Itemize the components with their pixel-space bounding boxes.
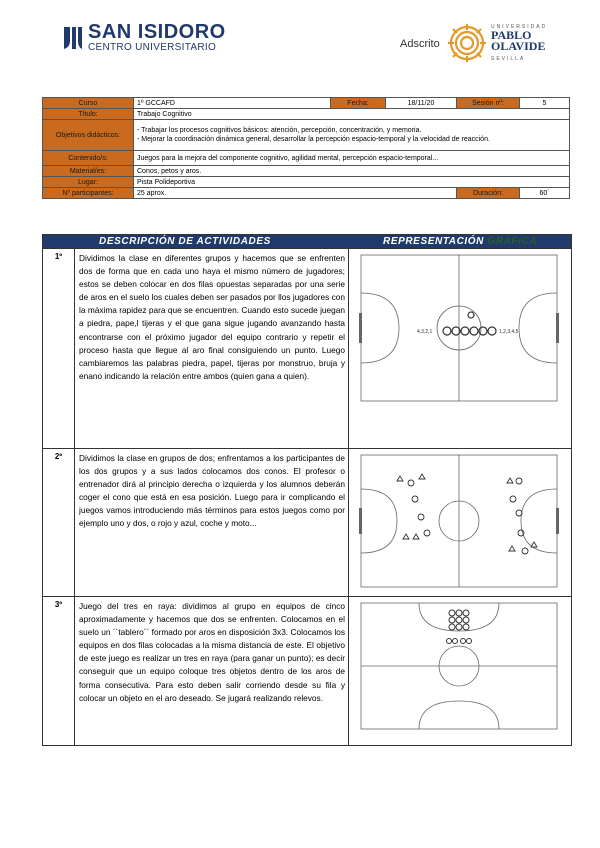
activity-figure xyxy=(348,597,571,745)
contenidos-label: Contenido/s: xyxy=(43,151,134,166)
sun-emblem-icon xyxy=(446,22,488,64)
team-a-label: 4,3,2,1 xyxy=(417,329,433,335)
fecha-value: 18/11/20 xyxy=(386,98,457,109)
activity-figure xyxy=(348,249,571,449)
activities-header xyxy=(43,235,571,248)
activity-description: Dividimos la clase en diferentes grupos y hacemos que se enfrenten dos de forma que en cada uno haya el mismo número de jugadores; estos se deben colocar en dos filas opuestas separadas por una serie de aros en el suelo los cuales deben ser pasados por llos jugadores con la máxima rapidez para que se encuentren. Cuando esto sucede juegan a piedra, pape,l tijeras y el que gana sigue jugando avanzando hasta encontrarse con el próximo jugador del equipo contrario y repetir el proceso hasta que llegue al aro final consiguiendo un punto. Luego cambiaremos las palabras piedra, papel, tijeras por monstruo, bruja y enano indicando la relación entre ambos (quien gana a quien). xyxy=(79,253,345,381)
info-row-lugar xyxy=(43,177,570,188)
material-label: Material/es: xyxy=(43,166,134,177)
upo-name-line2: OLAVIDE xyxy=(491,39,546,53)
info-row-curso xyxy=(43,98,570,109)
titulo-label: Título: xyxy=(43,109,134,120)
activity-row-1 xyxy=(43,248,571,449)
court-diagram-3 xyxy=(359,601,559,731)
info-row-participantes xyxy=(43,188,570,199)
activity-number: 2º xyxy=(43,449,75,597)
info-row-contenidos xyxy=(43,151,570,166)
duracion-label: Duración: xyxy=(457,188,520,199)
san-isidoro-emblem-icon xyxy=(62,25,84,51)
activity-number: 3º xyxy=(43,597,75,745)
team-b-label: 1,2,3,4,5 xyxy=(499,329,519,335)
sesion-value: 5 xyxy=(520,98,570,109)
header-representation xyxy=(383,236,537,247)
titulo-value: Trabajo Cognitivo xyxy=(134,109,570,120)
activity-description: Juego del tres en raya: dividimos al grupo en equipos de cinco aproximadamente y hacemos que dos se enfrenten. Colocamos en el suelo un ´´tablero´´ formado por aros en disposición 3x3. Colocamos los equipos en dos filas colocadas a la misma distancia de este. El objetivo de este juego es realizar un tres en raya (para ganar un punto); es decir conseguir que un equipo coloque tres objetos dentro de los aros de forma consecutiva. Para esto deben salir corriendo desde su fila y colocar un objeto en el aro deseado. Se jugará realizando relevos. xyxy=(79,601,345,703)
material-value: Conos, petos y aros. xyxy=(134,166,570,177)
lugar-value: Pista Polideportiva xyxy=(134,177,570,188)
header-representation-a: REPRESENTACIÓN xyxy=(383,236,485,247)
contenidos-value: Juegos para la mejora del componente cognitivo, agilidad mental, percepción espacio-temporal... xyxy=(134,151,570,166)
activities-table xyxy=(42,234,572,746)
upo-name xyxy=(491,30,545,52)
objetivo-2: - Mejorar la coordinación dinámica general, desarrollar la percepción espacio-temporal y la velocidad de reacción. xyxy=(137,136,490,143)
participantes-label: Nº participantes: xyxy=(43,188,134,199)
logo-title: SAN ISIDORO xyxy=(88,21,226,43)
header-representation-b: GRÁFICA xyxy=(487,236,538,247)
activity-description: Dividimos la clase en grupos de dos; enfrentamos a los participantes de los dos grupos y a sus lados colocamos dos conos. El profesor o entrenador dirá al principio derecha o izquierda y los alumnos deberán coger el cono que está en esa posición. Luego para ir complicando el juegos vamos introduciendo más términos para estos juegos como por ejemplo uno y dos, o rojo y azul, coche y moto... xyxy=(79,453,345,529)
activity-number: 1º xyxy=(43,249,75,449)
curso-label: Curso xyxy=(43,98,134,109)
curso-value: 1º GCCAFD xyxy=(134,98,331,109)
activity-figure xyxy=(348,449,571,597)
adscrito-label: Adscrito xyxy=(400,38,440,50)
upo-bottom-text: SEVILLA xyxy=(491,56,526,62)
page-header xyxy=(0,0,600,80)
objetivos-label: Objetivos didácticos: xyxy=(43,120,134,151)
upo-top-text: UNIVERSIDAD xyxy=(491,24,548,30)
upo-logo xyxy=(446,22,546,64)
activity-row-2 xyxy=(43,448,571,597)
upo-name-line1: PABLO xyxy=(491,28,532,42)
info-row-objetivos xyxy=(43,120,570,151)
court-diagram-1 xyxy=(359,253,559,403)
objetivo-1: - Trabajar los procesos cognitivos básicos: atención, percepción, concentración, y memoria. xyxy=(137,127,422,134)
court-diagram-2 xyxy=(359,453,559,589)
activity-row-3 xyxy=(43,596,571,745)
san-isidoro-logo xyxy=(62,22,226,53)
session-info-table xyxy=(42,97,570,199)
fecha-label: Fecha: xyxy=(331,98,386,109)
header-description: DESCRIPCIÓN DE ACTIVIDADES xyxy=(99,236,271,247)
info-row-material xyxy=(43,166,570,177)
sesion-label: Sesión nº: xyxy=(457,98,520,109)
logo-subtitle: CENTRO UNIVERSITARIO xyxy=(88,42,217,53)
objetivos-value xyxy=(134,120,570,151)
participantes-value: 25 aprox. xyxy=(134,188,457,199)
duracion-value: 60´ xyxy=(520,188,570,199)
info-row-titulo xyxy=(43,109,570,120)
lugar-label: Lugar: xyxy=(43,177,134,188)
